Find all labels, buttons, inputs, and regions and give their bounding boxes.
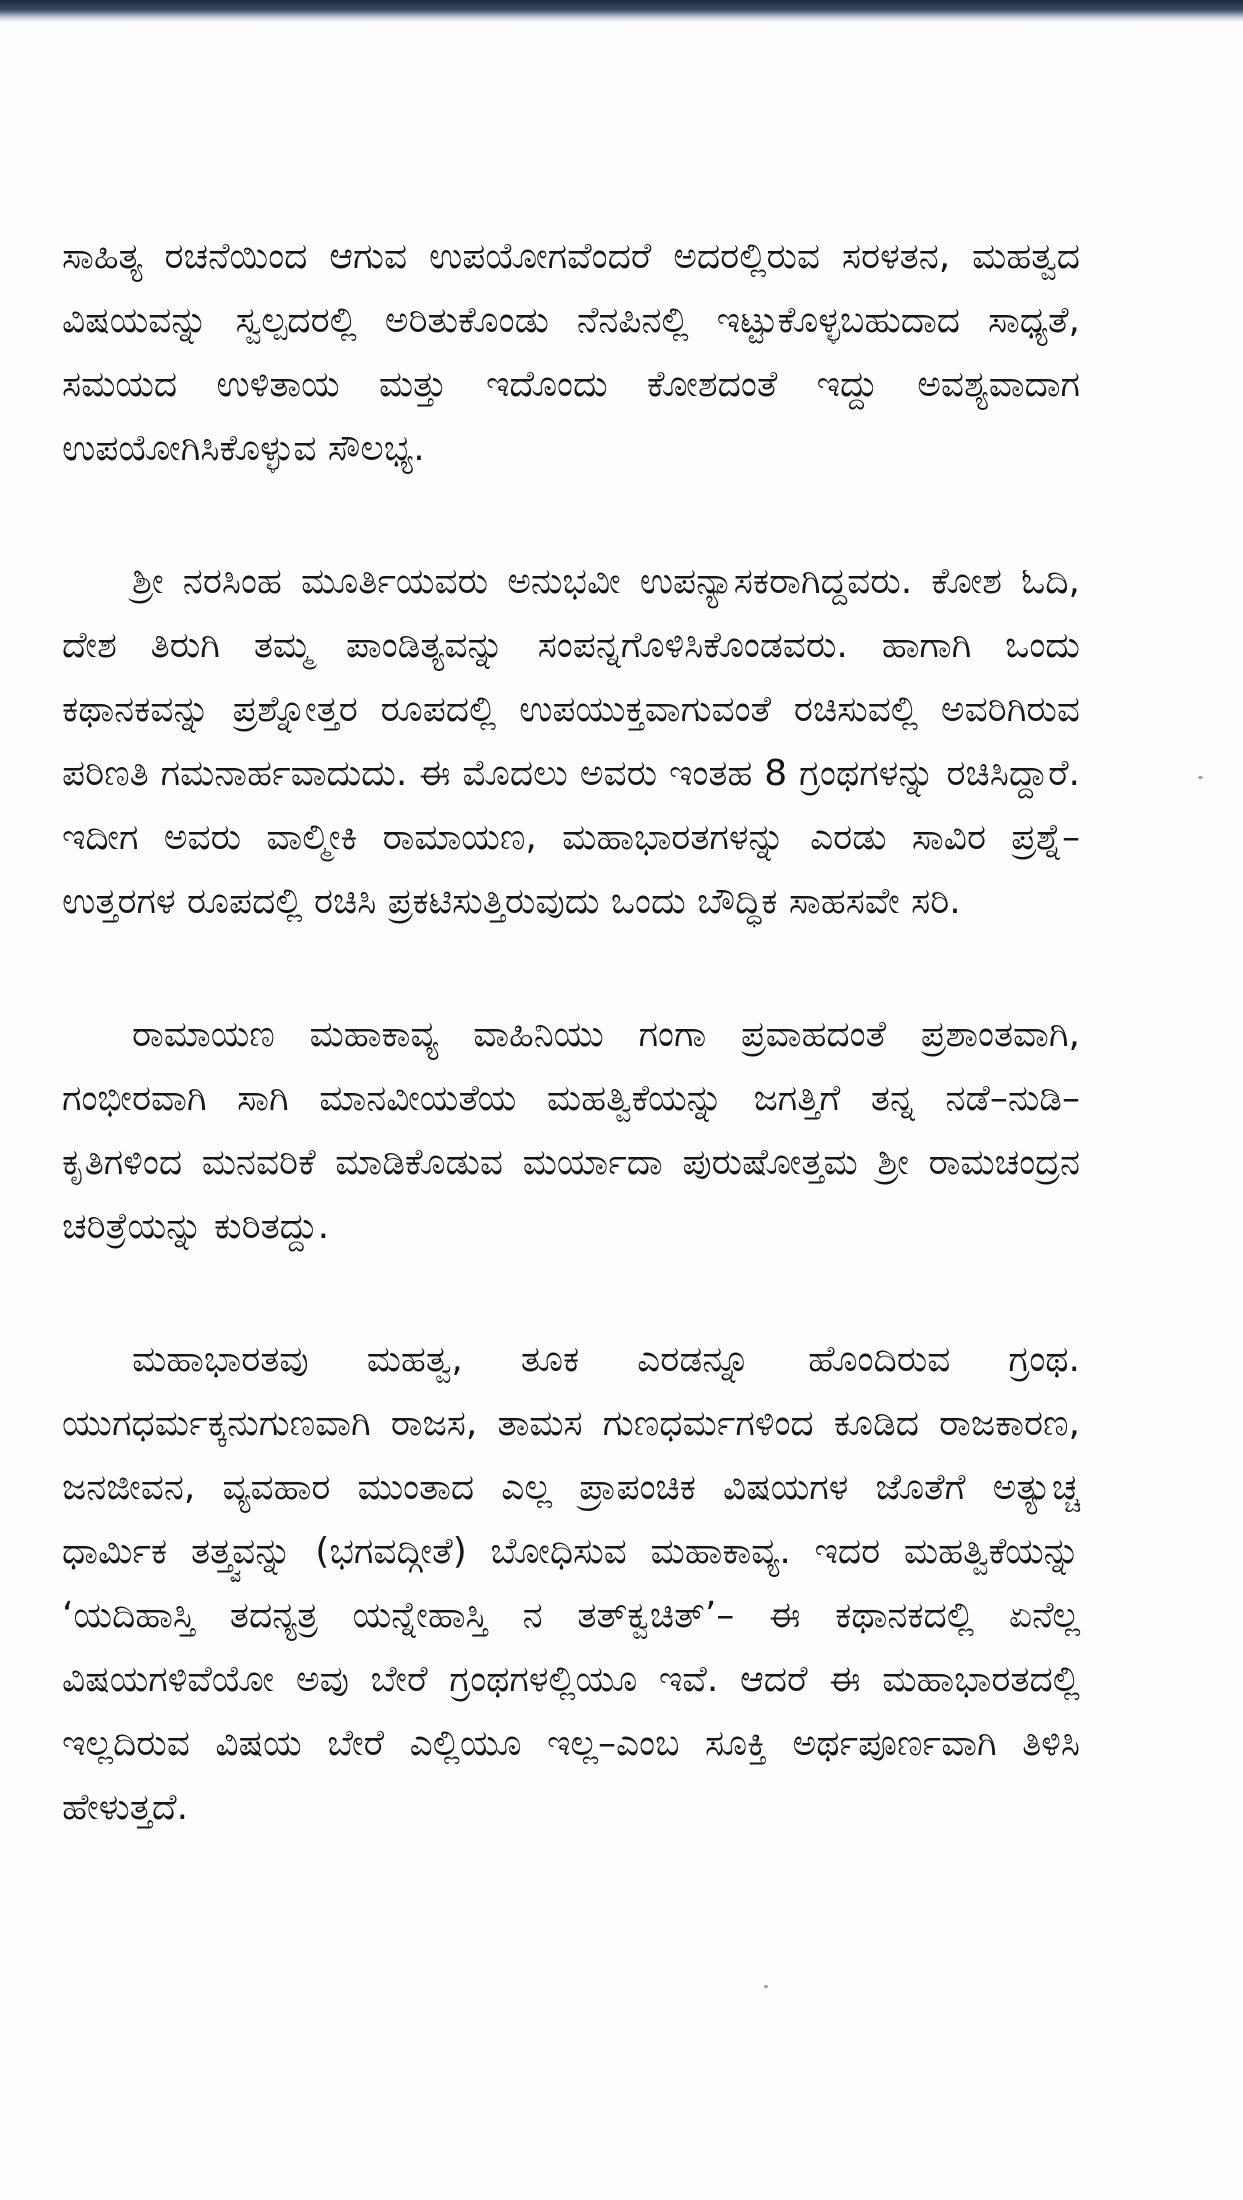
paragraph-mahabharata: ಮಹಾಭಾರತವು ಮಹತ್ವ, ತೂಕ ಎರಡನ್ನೂ ಹೊಂದಿರುವ ಗ್ರಂಥ. ಯುಗಧರ್ಮಕ್ಕನುಗುಣವಾಗಿ ರಾಜಸ, ತಾಮಸ ಗುಣಧರ್ಮಗಳಿಂದ ಕೂಡಿದ ರಾಜಕಾರಣ, ಜನಜೀವನ, ವ್ಯವಹಾರ ಮುಂತಾದ ಎಲ್ಲ ಪ್ರಾಪಂಚಿಕ ವಿಷಯಗಳ ಜೊತೆಗೆ ಅತ್ಯುಚ್ಚ ಧಾರ್ಮಿಕ ತತ್ತ್ವವನ್ನು (ಭಗವದ್ಗೀತೆ) ಬೋಧಿಸುವ ಮಹಾಕಾವ್ಯ. ಇದರ ಮಹತ್ವಿಕೆಯನ್ನು ‘ಯದಿಹಾಸ್ತಿ ತದನ್ಯತ್ರ ಯನ್ನೇಹಾಸ್ತಿ ನ ತತ್‌ಕ್ವಚಿತ್’– ಈ ಕಥಾನಕದಲ್ಲಿ ಏನೆಲ್ಲ ವಿಷಯಗಳಿವೆಯೋ ಅವು ಬೇರೆ ಗ್ರಂಥಗಳಲ್ಲಿಯೂ ಇವೆ. ಆದರೆ ಈ ಮಹಾಭಾರತದಲ್ಲಿ ಇಲ್ಲದಿರುವ ವಿಷಯ ಬೇರೆ ಎಲ್ಲಿಯೂ ಇಲ್ಲ–ಎಂಬ ಸೂಕ್ತಿ ಅರ್ಥಪೂರ್ಣವಾಗಿ ತಿಳಿಸಿ ಹೇಳುತ್ತದೆ. (62, 1339, 1080, 1828)
paragraph-ramayana: ರಾಮಾಯಣ ಮಹಾಕಾವ್ಯ ವಾಹಿನಿಯು ಗಂಗಾ ಪ್ರವಾಹದಂತೆ ಪ್ರಶಾಂತವಾಗಿ, ಗಂಭೀರವಾಗಿ ಸಾಗಿ ಮಾನವೀಯತೆಯ ಮಹತ್ವಿಕೆಯನ್ನು ಜಗತ್ತಿಗೆ ತನ್ನ ನಡೆ–ನುಡಿ–ಕೃತಿಗಳಿಂದ ಮನವರಿಕೆ ಮಾಡಿಕೊಡುವ ಮರ್ಯಾದಾ ಪುರುಷೋತ್ತಮ ಶ್ರೀ ರಾಮಚಂದ್ರನ ಚರಿತ್ರೆಯನ್ನು ಕುರಿತದ್ದು. (62, 1014, 1080, 1247)
page-body (62, 225, 1080, 1909)
paragraph-narasimha-murthy: ಶ್ರೀ ನರಸಿಂಹ ಮೂರ್ತಿಯವರು ಅನುಭವೀ ಉಪನ್ಯಾಸಕರಾಗಿದ್ದವರು. ಕೋಶ ಓದಿ, ದೇಶ ತಿರುಗಿ ತಮ್ಮ ಪಾಂಡಿತ್ಯವನ್ನು ಸಂಪನ್ನಗೊಳಿಸಿಕೊಂಡವರು. ಹಾಗಾಗಿ ಒಂದು ಕಥಾನಕವನ್ನು ಪ್ರಶ್ನೋತ್ತರ ರೂಪದಲ್ಲಿ ಉಪಯುಕ್ತವಾಗುವಂತೆ ರಚಿಸುವಲ್ಲಿ ಅವರಿಗಿರುವ ಪರಿಣತಿ ಗಮನಾರ್ಹವಾದುದು. ಈ ಮೊದಲು ಅವರು ಇಂತಹ 8 ಗ್ರಂಥಗಳನ್ನು ರಚಿಸಿದ್ದಾರೆ. ಇದೀಗ ಅವರು ವಾಲ್ಮೀಕಿ ರಾಮಾಯಣ, ಮಹಾಭಾರತಗಳನ್ನು ಎರಡು ಸಾವಿರ ಪ್ರಶ್ನೆ–ಉತ್ತರಗಳ ರೂಪದಲ್ಲಿ ರಚಿಸಿ ಪ್ರಕಟಿಸುತ್ತಿರುವುದು ಒಂದು ಬೌದ್ಧಿಕ ಸಾಹಸವೇ ಸರಿ. (62, 561, 1080, 922)
paragraph-sahitya-rachane: ಸಾಹಿತ್ಯ ರಚನೆಯಿಂದ ಆಗುವ ಉಪಯೋಗವೆಂದರೆ ಅದರಲ್ಲಿರುವ ಸರಳತನ, ಮಹತ್ವದ ವಿಷಯವನ್ನು ಸ್ವಲ್ಪದರಲ್ಲಿ ಅರಿತುಕೊಂಡು ನೆನಪಿನಲ್ಲಿ ಇಟ್ಟುಕೊಳ್ಳಬಹುದಾದ ಸಾಧ್ಯತೆ, ಸಮಯದ ಉಳಿತಾಯ ಮತ್ತು ಇದೊಂದು ಕೋಶದಂತೆ ಇದ್ದು ಅವಶ್ಯವಾದಾಗ ಉಪಯೋಗಿಸಿಕೊಳ್ಳುವ ಸೌಲಭ್ಯ. (62, 236, 1080, 469)
paper-speck (1198, 776, 1203, 779)
paper-speck (764, 1985, 768, 1988)
scanner-edge (0, 0, 1243, 22)
